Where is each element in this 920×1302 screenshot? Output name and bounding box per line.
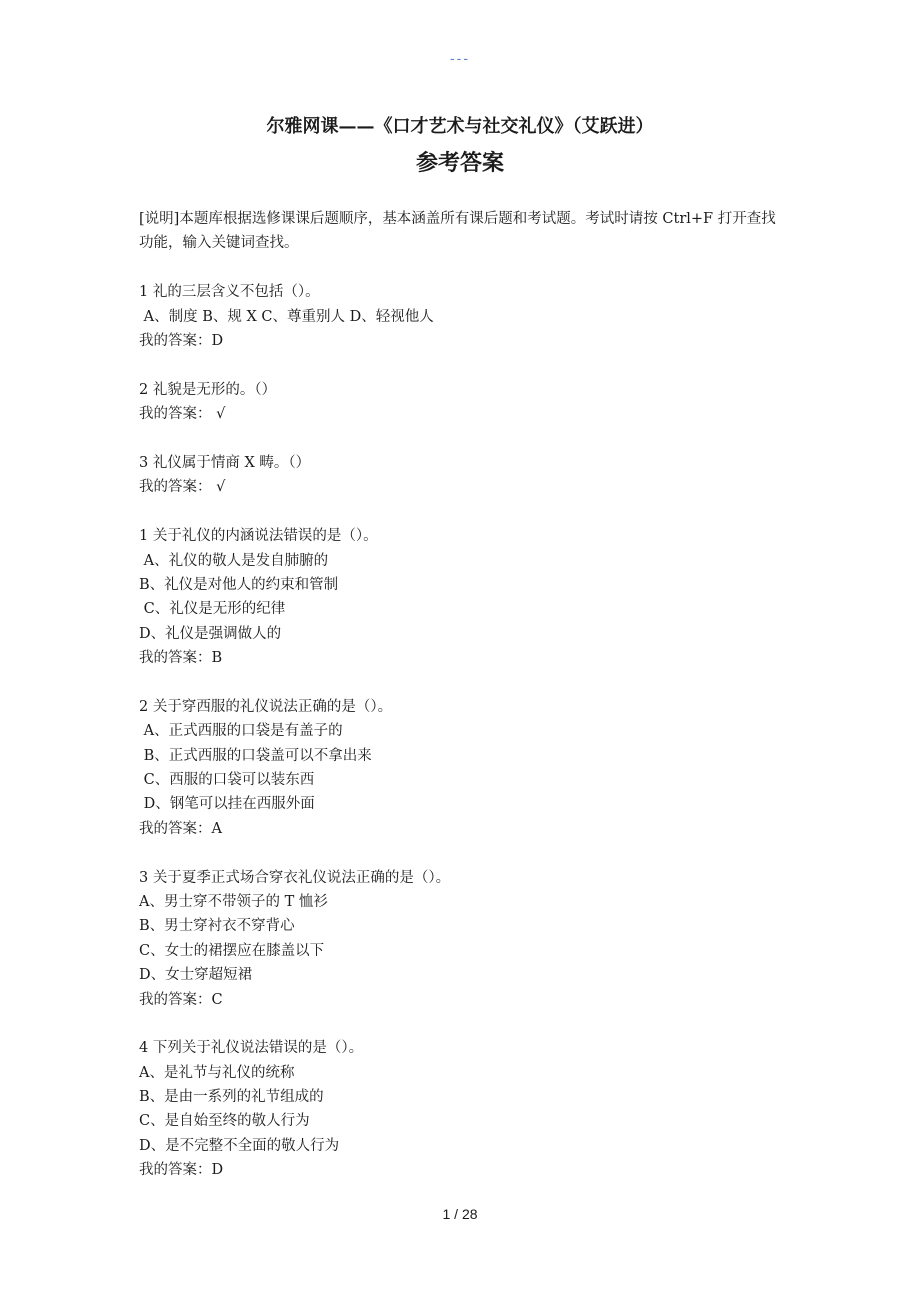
answer-option: C、是自始至终的敬人行为 bbox=[139, 1113, 310, 1130]
answer-option: B、是由一系列的礼节组成的 bbox=[139, 1089, 324, 1106]
my-answer: 我的答案： √ bbox=[139, 479, 226, 496]
question-block bbox=[139, 1036, 789, 1182]
question-stem: 3 关于夏季正式场合穿衣礼仪说法正确的是（）。 bbox=[139, 869, 451, 886]
answer-option: B、正式西服的口袋盖可以不拿出来 bbox=[139, 747, 372, 764]
intro-note: [说明]本题库根据选修课课后题顺序，基本涵盖所有课后题和考试题。考试时请按 Ctrl+F 打开查找功能，输入关键词查找。 bbox=[139, 211, 776, 252]
question-stem: 2 礼貌是无形的。（） bbox=[139, 381, 277, 398]
answer-option: A、正式西服的口袋是有盖子的 bbox=[139, 723, 343, 740]
question-block bbox=[139, 451, 789, 500]
question-stem: 1 礼的三层含义不包括（）。 bbox=[139, 284, 320, 301]
my-answer: 我的答案：C bbox=[139, 991, 223, 1008]
answer-option: C、西服的口袋可以装东西 bbox=[139, 772, 315, 789]
question-block bbox=[139, 524, 789, 670]
my-answer: 我的答案：D bbox=[139, 1162, 224, 1179]
page-number: 1 / 28 bbox=[442, 1206, 478, 1222]
question-stem: 2 关于穿西服的礼仪说法正确的是（）。 bbox=[139, 698, 393, 715]
answer-option: B、男士穿衬衣不穿背心 bbox=[139, 918, 295, 935]
my-answer: 我的答案：D bbox=[139, 332, 224, 349]
answer-option: B、礼仪是对他人的约束和管制 bbox=[139, 576, 339, 593]
my-answer: 我的答案： √ bbox=[139, 406, 226, 423]
answer-option: A、礼仪的敬人是发自肺腑的 bbox=[139, 552, 329, 569]
document-body bbox=[139, 207, 789, 1207]
question-block bbox=[139, 280, 789, 353]
question-list bbox=[139, 280, 789, 1182]
document-subtitle: 参考答案 bbox=[415, 150, 504, 176]
my-answer: 我的答案：A bbox=[139, 820, 222, 837]
answer-option: C、女士的裙摆应在膝盖以下 bbox=[139, 942, 325, 959]
document-title: 尔雅网课——《口才艺术与社交礼仪》（艾跃进） bbox=[266, 116, 654, 137]
question-stem: 3 礼仪属于情商 X 畴。（） bbox=[139, 454, 311, 471]
question-stem: 4 下列关于礼仪说法错误的是（）。 bbox=[139, 1040, 364, 1057]
question-stem: 1 关于礼仪的内涵说法错误的是（）。 bbox=[139, 528, 378, 545]
question-block bbox=[139, 378, 789, 427]
answer-option: A、是礼节与礼仪的统称 bbox=[139, 1064, 295, 1081]
answer-option: D、钢笔可以挂在西服外面 bbox=[139, 796, 315, 813]
answer-option: D、女士穿超短裙 bbox=[139, 967, 253, 984]
answer-option: D、礼仪是强调做人的 bbox=[139, 625, 282, 642]
answer-option: C、礼仪是无形的纪律 bbox=[139, 601, 286, 618]
answer-option: A、男士穿不带领子的 T 恤衫 bbox=[139, 893, 328, 910]
my-answer: 我的答案：B bbox=[139, 650, 223, 667]
question-block bbox=[139, 695, 789, 841]
answer-option: A、制度 B、规 X C、尊重别人 D、轻视他人 bbox=[139, 308, 434, 325]
header-mark: --- bbox=[450, 50, 470, 66]
answer-option: D、是不完整不全面的敬人行为 bbox=[139, 1137, 340, 1154]
question-block bbox=[139, 866, 789, 1012]
